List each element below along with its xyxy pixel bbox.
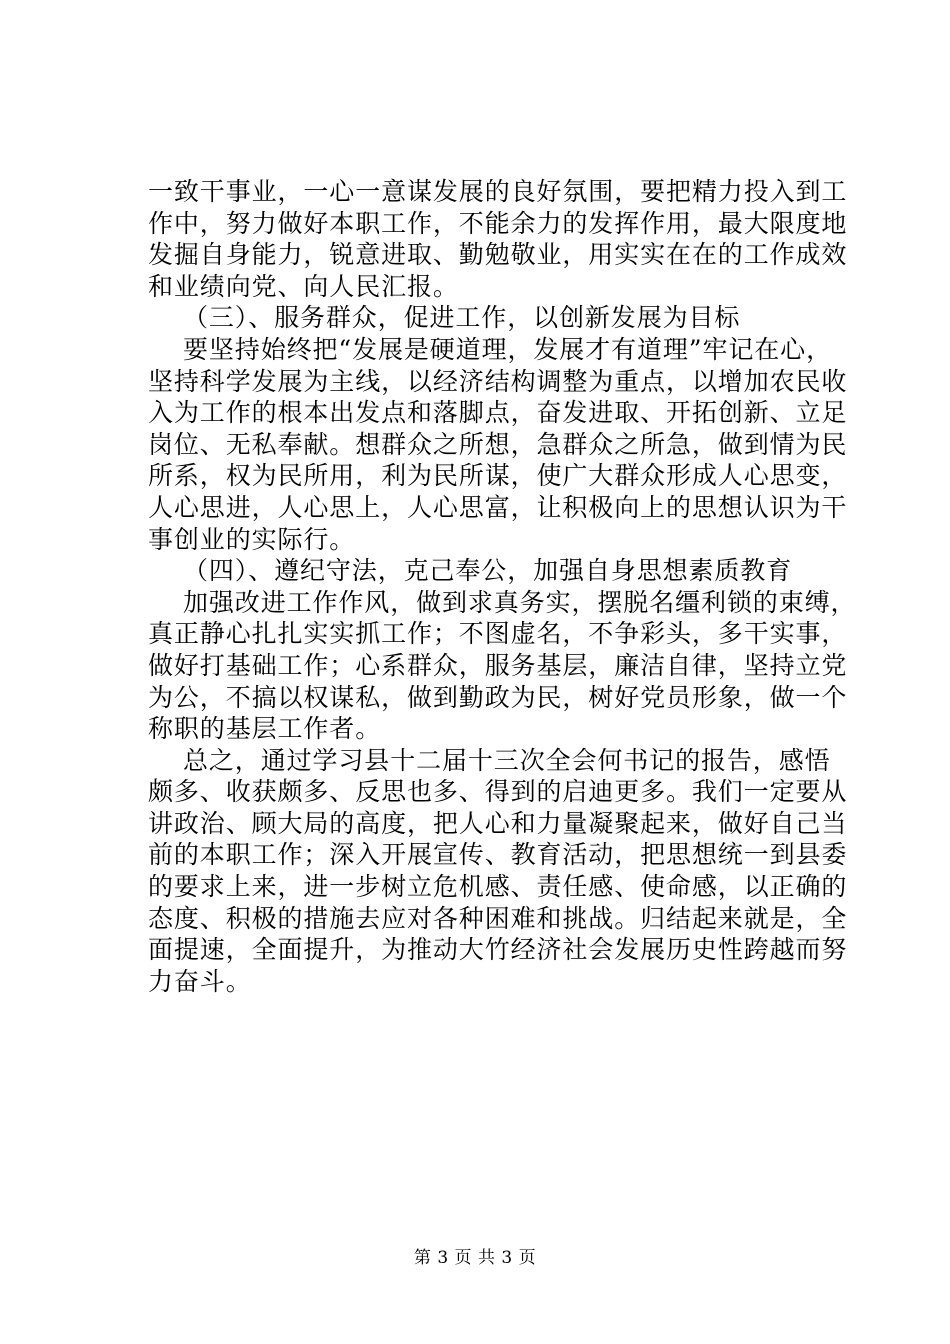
- text-line: 真正静心扎扎实实抓工作；不图虚名，不争彩头，多干实事，: [148, 619, 848, 649]
- text-line: 坚持科学发展为主线，以经济结构调整为重点，以增加农民收: [148, 366, 848, 396]
- text-line: 入为工作的根本出发点和落脚点，奋发进取、开拓创新、立足: [148, 398, 848, 428]
- text-line: 作中，努力做好本职工作，不能余力的发挥作用，最大限度地: [148, 208, 848, 238]
- text-line: 所系，权为民所用，利为民所谋，使广大群众形成人心思变，: [148, 461, 848, 491]
- text-line: 力奋斗。: [148, 966, 252, 996]
- text-line: 加强改进工作作风，做到求真务实，摆脱名缰利锁的束缚，: [183, 587, 857, 617]
- text-line: 事创业的实际行。: [148, 524, 356, 554]
- section-heading-3: （三）、服务群众，促进工作，以创新发展为目标: [183, 303, 741, 333]
- text-line: 总之，通过学习县十二届十三次全会何书记的报告，感悟: [183, 745, 831, 775]
- text-line: 态度、积极的措施去应对各种困难和挑战。归结起来就是，全: [148, 903, 848, 933]
- text-line: 做好打基础工作；心系群众，服务基层，廉洁自律，坚持立党: [148, 650, 848, 680]
- text-line: 岗位、无私奉献。想群众之所想，急群众之所急，做到情为民: [148, 429, 848, 459]
- text-line: 前的本职工作；深入开展宣传、教育活动，把思想统一到县委: [148, 840, 848, 870]
- text-line: 称职的基层工作者。: [148, 714, 382, 744]
- section-heading-4: （四）、遵纪守法，克己奉公，加强自身思想素质教育: [183, 556, 793, 586]
- text-line: 面提速，全面提升，为推动大竹经济社会发展历史性跨越而努: [148, 935, 848, 965]
- text-line: 和业绩向党、向人民汇报。: [148, 271, 459, 301]
- text-line: 的要求上来，进一步树立危机感、责任感、使命感，以正确的: [148, 872, 848, 902]
- text-line: 颇多、收获颇多、反思也多、得到的启迪更多。我们一定要从: [148, 777, 848, 807]
- body-text: [148, 176, 860, 997]
- text-line: 人心思进，人心思上，人心思富，让积极向上的思想认识为干: [148, 492, 848, 522]
- text-line: 为公，不搞以权谋私，做到勤政为民，树好党员形象，做一个: [148, 682, 848, 712]
- text-line: 要坚持始终把“发展是硬道理，发展才有道理”牢记在心，: [183, 334, 832, 364]
- text-line: 讲政治、顾大局的高度，把人心和力量凝聚起来，做好自己当: [148, 808, 848, 838]
- text-line: 一致干事业，一心一意谋发展的良好氛围，要把精力投入到工: [148, 177, 848, 206]
- page-number-footer: 第 3 页 共 3 页: [413, 1248, 537, 1268]
- text-line: 发掘自身能力，锐意进取、勤勉敬业，用实实在在的工作成效: [148, 240, 848, 270]
